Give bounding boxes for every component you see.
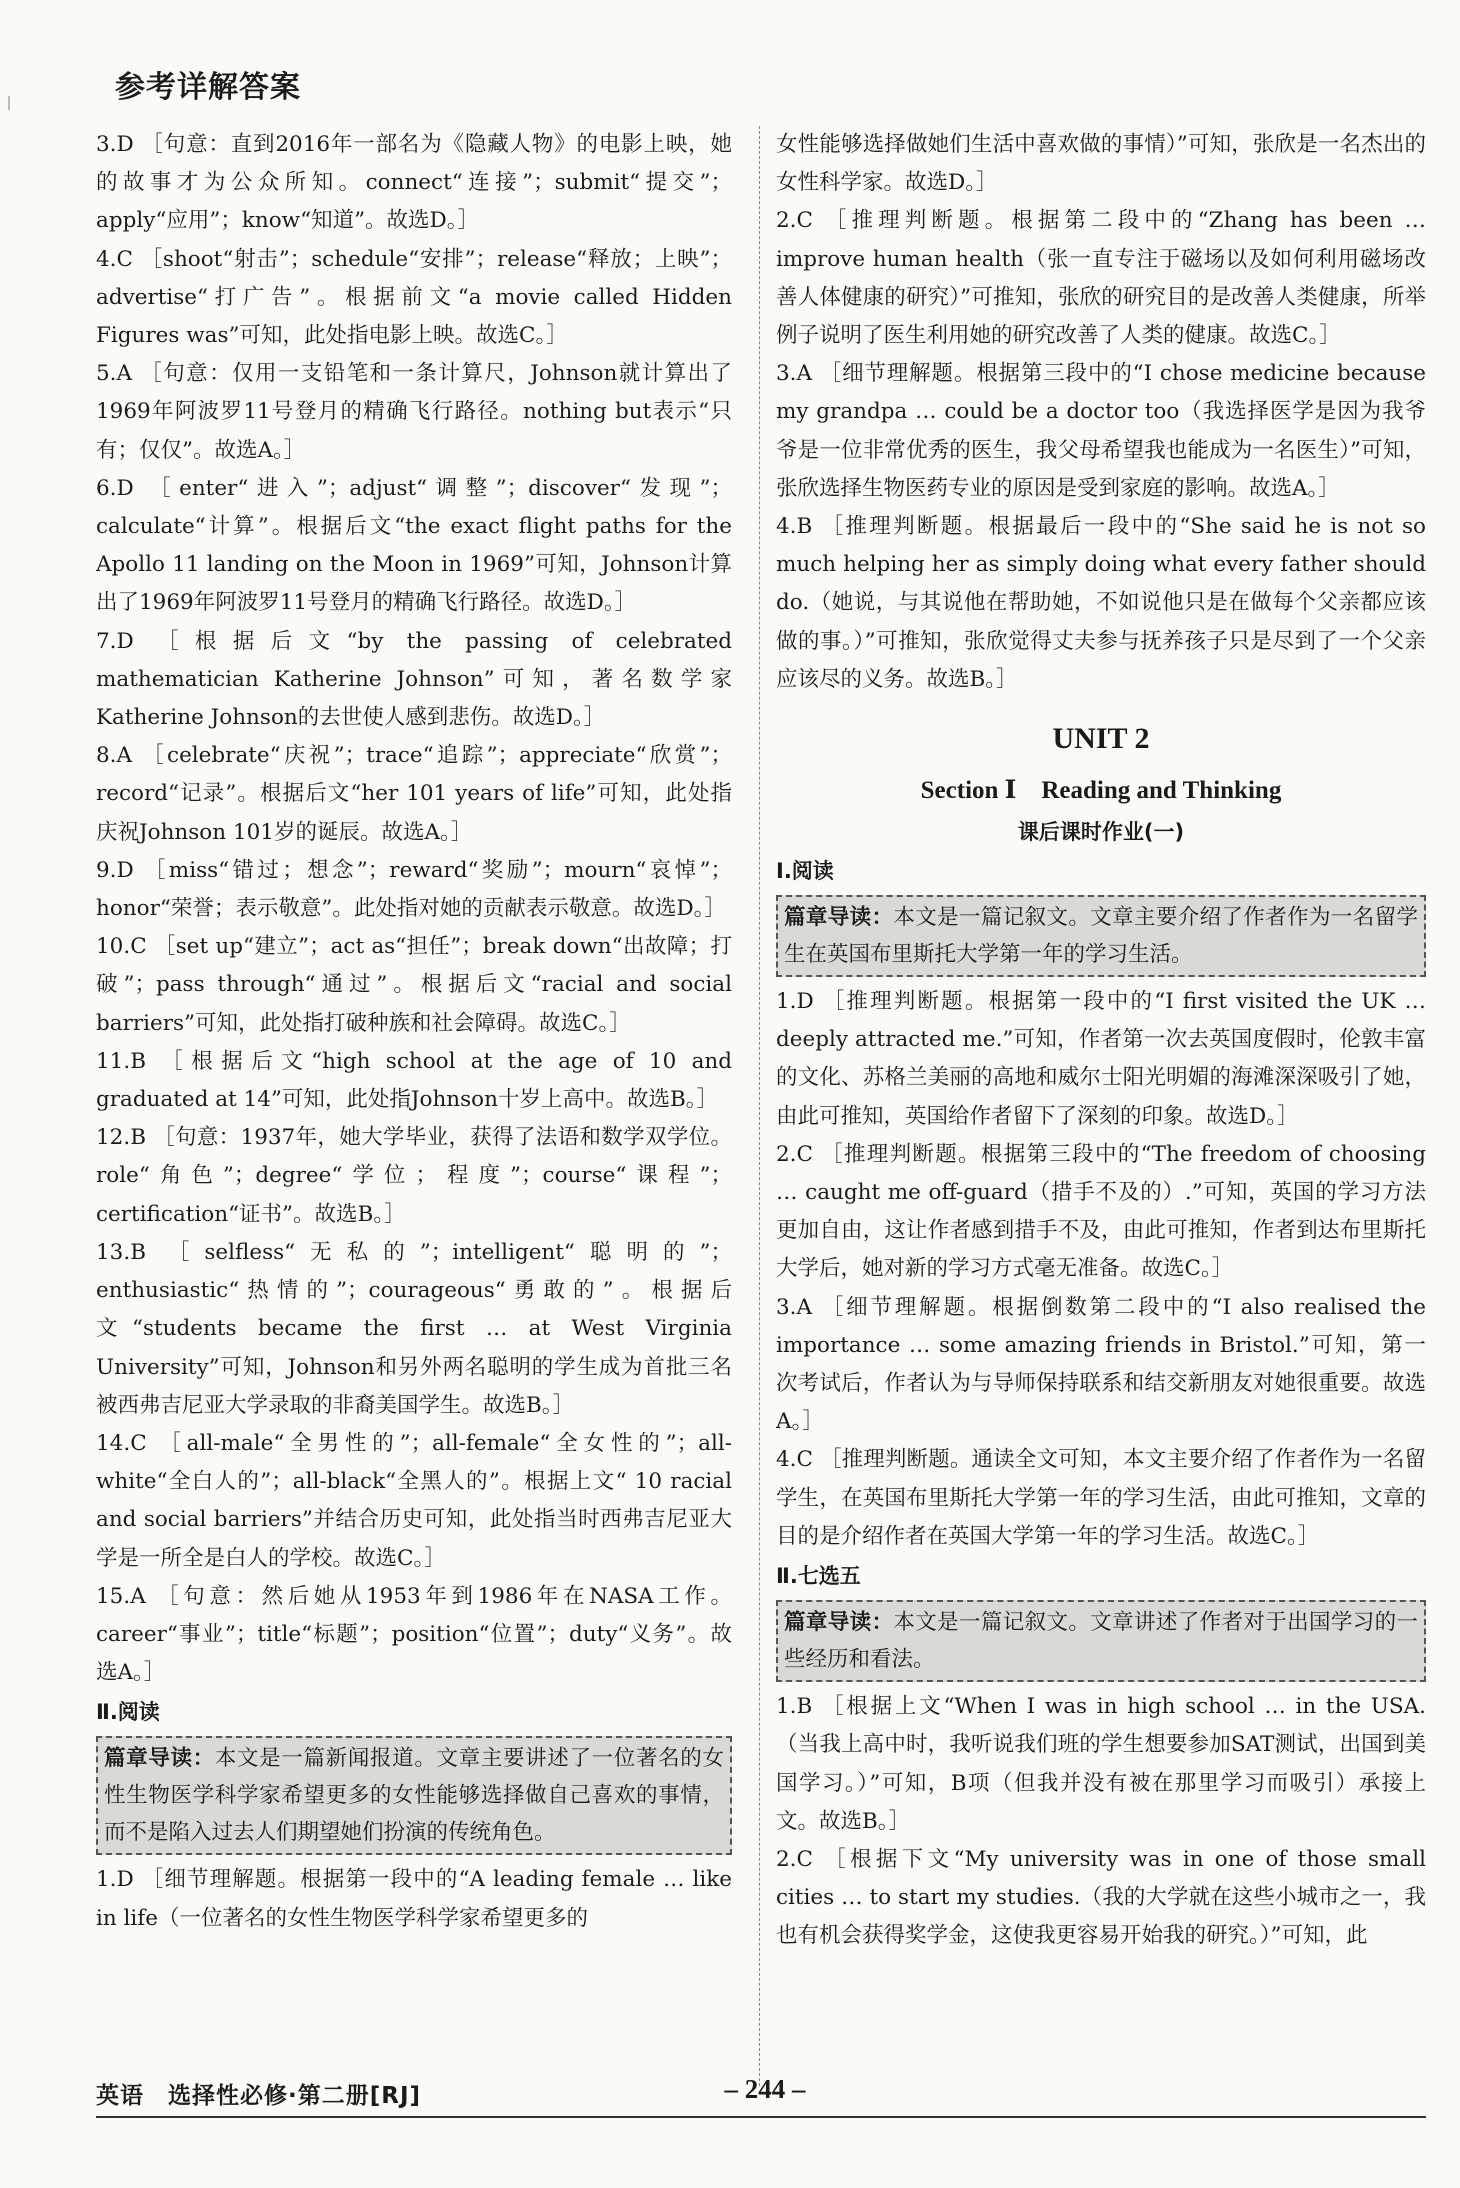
answer-item: 9.D ［miss“错过；想念”；reward“奖励”；mourn“哀悼”；honor“荣誉；表示敬意”。此处指对她的贡献表示敬意。故选D。］ (96, 857, 732, 922)
column-divider (759, 126, 760, 2086)
answer-item: 6.D ［enter“进入”；adjust“调整”；discover“发现”；calculate“计算”。根据后文“the exact flight paths for the Apollo 11 landing on the Moon in 1969”可知，Johnson计算出了1969年阿波罗11号登月的精确飞行路径。故选D。］ (96, 475, 732, 616)
unit-title: UNIT 2 (1052, 722, 1150, 756)
guide-label: 篇章导读： (784, 1610, 894, 1636)
answer-item: 7.D ［根据后文“by the passing of celebrated mathematician Katherine Johnson”可知，著名数学家Katherine Johnson的去世使人感到悲伤。故选D。］ (96, 628, 732, 731)
answer-item: 4.C ［shoot“射击”；schedule“安排”；release“释放；上映”；advertise“打广告”。根据前文“a movie called Hidden Figures was”可知，此处指电影上映。故选C。］ (96, 246, 732, 349)
part-heading: Ⅱ.阅读 (96, 1700, 160, 1725)
answer-item: 2.C ［推理判断题。根据第二段中的“Zhang has been … improve human health（张一直专注于磁场以及如何利用磁场改善人体健康的研究）”可推知，张欣的研究目的是改善人类健康，所举例子说明了医生利用她的研究改善了人类的健康。故选C。］ (776, 208, 1426, 349)
answer-item: 3.D ［句意：直到2016年一部名为《隐藏人物》的电影上映，她的故事才为公众所知。connect“连接”；submit“提交”；apply“应用”；know“知道”。故选D。］ (96, 132, 732, 234)
guide-text: 本文是一篇记叙文。文章讲述了作者对于出国学习的一些经历和看法。 (784, 1610, 1418, 1673)
answer-item: 11.B ［根据后文“high school at the age of 10 and graduated at 14”可知，此处指Johnson十岁上高中。故选B。］ (96, 1048, 732, 1113)
answer-item: 13.B ［selfless“无私的”；intelligent“聪明的”；enthusiastic“热情的”；courageous“勇敢的”。根据后文“students became the first … at West Virginia University”可知，Johnson和另外两名聪明的学生成为首批三名被西弗吉尼亚大学录取的非裔美国学生。故选B。］ (96, 1239, 732, 1418)
guide-label: 篇章导读： (104, 1746, 215, 1772)
answer-item: 8.A ［celebrate“庆祝”；trace“追踪”；appreciate“欣赏”；record“记录”。根据后文“her 101 years of life”可知，此处指庆祝Johnson 101岁的诞辰。故选A。］ (96, 743, 732, 845)
right-column (776, 126, 1426, 1956)
answer-item: 3.A ［细节理解题。根据倒数第二段中的“I also realised the importance … some amazing friends in Bristol.”可知，第一次考试后，作者认为与导师保持联系和结交新朋友对她很重要。故选A。］ (776, 1294, 1426, 1435)
part-heading: Ⅰ.阅读 (776, 859, 834, 884)
continued-text: 女性能够选择做她们生活中喜欢做的事情）”可知，张欣是一名杰出的女性科学家。故选D。］ (776, 132, 1426, 196)
passage-guide-box (776, 895, 1426, 977)
page-number: – 244 – (724, 2074, 806, 2104)
answer-item: 14.C ［all-male“全男性的”；all-female“全女性的”；all-white“全白人的”；all-black“全黑人的”。根据上文“ 10 racial and social barriers”并结合历史可知，此处指当时西弗吉尼亚大学是一所全是白人的学校。故选C。］ (96, 1430, 732, 1571)
answer-item: 5.A ［句意：仅用一支铅笔和一条计算尺，Johnson就计算出了1969年阿波罗11号登月的精确飞行路径。nothing but表示“只有；仅仅”。故选A。］ (96, 361, 732, 463)
answer-item: 15.A ［句意：然后她从1953年到1986年在NASA工作。career“事业”；title“标题”；position“位置”；duty“义务”。故选A。］ (96, 1583, 732, 1686)
answer-item: 1.D ［细节理解题。根据第一段中的“A leading female … like in life（一位著名的女性生物医学科学家希望更多的 (96, 1867, 732, 1931)
passage-guide-box (776, 1600, 1426, 1682)
answer-item: 4.B ［推理判断题。根据最后一段中的“She said he is not so much helping her as simply doing what every father should do.（她说，与其说他在帮助她，不如说他只是在做每个父亲都应该做的事。）”可推知，张欣觉得丈夫参与抚养孩子只是尽到了一个父亲应该尽的义务。故选B。］ (776, 514, 1426, 692)
answer-item: 4.C ［推理判断题。通读全文可知，本文主要介绍了作者作为一名留学生，在英国布里斯托大学第一年的学习生活，由此可推知，文章的目的是介绍作者在英国大学第一年的学习生活。故选C。］ (776, 1447, 1426, 1549)
part-heading: Ⅱ.七选五 (776, 1564, 861, 1589)
subsection-title: 课后课时作业(一) (1017, 820, 1185, 845)
answer-item: 2.C ［推理判断题。根据第三段中的“The freedom of choosing … caught me off-guard（措手不及的）.”可知，英国的学习方法更加自由，这让作者感到措手不及，由此可推知，作者到达布里斯托大学后，她对新的学习方式毫无准备。故选C。］ (776, 1141, 1426, 1282)
guide-text: 本文是一篇新闻报道。文章主要讲述了一位著名的女性生物医学科学家希望更多的女性能够选择做自己喜欢的事情，而不是陷入过去人们期望她们扮演的传统角色。 (104, 1746, 724, 1846)
guide-text: 本文是一篇记叙文。文章主要介绍了作者作为一名留学生在英国布里斯托大学第一年的学习生活。 (784, 905, 1418, 968)
answer-item: 3.A ［细节理解题。根据第三段中的“I chose medicine because my grandpa … could be a doctor too（我选择医学是因为我爷爷是一位非常优秀的医生，我父母希望我也能成为一名医生）”可知，张欣选择生物医药专业的原因是受到家庭的影响。故选A。］ (776, 361, 1426, 501)
answer-item: 10.C ［set up“建立”；act as“担任”；break down“出故障；打破”；pass through“通过”。根据后文“racial and social barriers”可知，此处指打破种族和社会障碍。故选C。］ (96, 934, 732, 1036)
footer-rule (96, 2116, 1426, 2118)
section-title: Section Ⅰ Reading and Thinking (920, 777, 1282, 805)
answer-item: 12.B ［句意：1937年，她大学毕业，获得了法语和数学双学位。role“角色”；degree“学位；程度”；course“课程”；certification“证书”。故选B。］ (96, 1125, 732, 1227)
answer-item: 2.C ［根据下文“My university was in one of those small cities … to start my studies.（我的大学就在这些小城市之一，我也有机会获得奖学金，这使我更容易开始我的研究。）”可知，此 (776, 1846, 1426, 1949)
book-title: 英语 选择性必修·第二册[RJ] (96, 2083, 422, 2109)
answer-item: 1.D ［推理判断题。根据第一段中的“I first visited the UK … deeply attracted me.”可知，作者第一次去英国度假时，伦敦丰富的文化、苏格兰美丽的高地和威尔士阳光明媚的海滩深深吸引了她，由此可推知，英国给作者留下了深刻的印象。故选D。］ (776, 989, 1426, 1129)
passage-guide-box (96, 1736, 732, 1855)
page-title: 参考详解答案 (115, 70, 301, 105)
margin-mark (8, 96, 10, 110)
left-column (96, 126, 732, 1938)
answer-item: 1.B ［根据上文“When I was in high school … in the USA.（当我上高中时，我听说我们班的学生想要参加SAT测试，出国到美国学习。）”可知，B项（但我并没有被在那里学习而吸引）承接上文。故选B。］ (776, 1694, 1426, 1834)
guide-label: 篇章导读： (784, 905, 894, 931)
